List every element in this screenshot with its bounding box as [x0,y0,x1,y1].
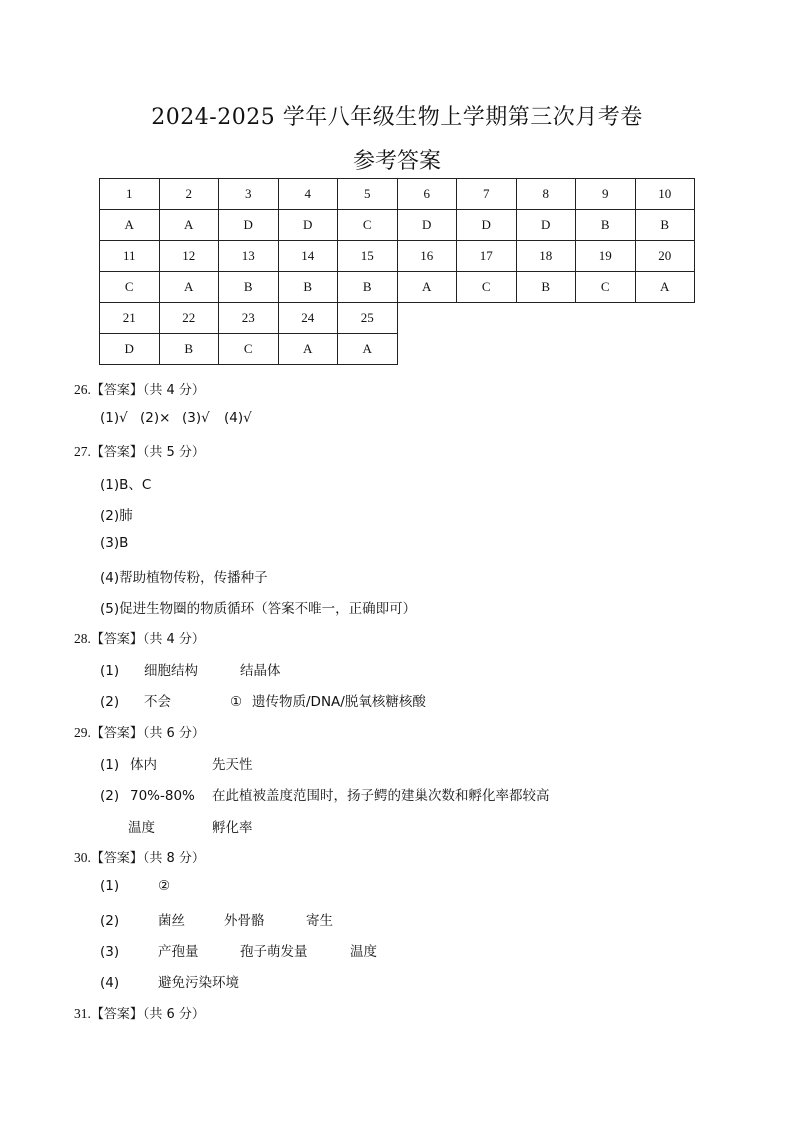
q30-r1-a: ② [158,878,171,894]
answer-cell-empty [635,303,695,334]
q26-item-4: (4)√ [224,410,252,426]
answer-cell: 10 [635,179,695,210]
answer-cell: A [278,334,338,365]
q29-r2-num: (2) [100,788,120,804]
answer-cell: A [100,210,160,241]
answer-cell: C [576,272,636,303]
q30-r2-c: 寄生 [306,913,333,929]
answer-cell: 13 [219,241,279,272]
page-title: 2024-2025 学年八年级生物上学期第三次月考卷 [151,105,643,130]
q27-item-3: (3)B [100,535,129,551]
q27-item-5: (5)促进生物圈的物质循环（答案不唯一，正确即可） [100,601,417,617]
answer-table-row [100,272,695,303]
answer-cell: A [159,272,219,303]
answer-cell-empty [516,334,576,365]
answer-cell: 22 [159,303,219,334]
answer-cell-empty [516,303,576,334]
answer-cell: 14 [278,241,338,272]
q28-r2-a: 不会 [144,694,171,710]
answer-cell-empty [635,334,695,365]
answer-cell-empty [457,303,517,334]
q30-r2-a: 菌丝 [158,913,185,929]
q29-r3-a: 温度 [128,820,155,836]
answer-cell: B [635,210,695,241]
answer-cell: 20 [635,241,695,272]
q26-label: 【答案】（共 4 分） [90,383,205,398]
q30-row-2 [100,909,333,929]
answer-cell: 4 [278,179,338,210]
q29-row-3 [128,816,253,836]
answer-cell-empty [397,334,457,365]
q28-r2-num: (2) [100,694,120,710]
answer-cell-empty [457,334,517,365]
answer-cell: B [338,272,398,303]
answer-cell: 11 [100,241,160,272]
q28-r1-b: 结晶体 [240,663,281,679]
q30-r3-num: (3) [100,944,120,960]
answer-table-row [100,303,695,334]
q26-item-2: (2)× [140,410,171,426]
q27-item-2: (2)肺 [100,508,133,524]
q29-r3-b: 孵化率 [212,820,253,836]
answer-cell: A [159,210,219,241]
q27-header [74,441,205,460]
answer-cell: D [219,210,279,241]
answer-cell: C [338,210,398,241]
q27-number: 27. [74,444,91,459]
answer-cell: D [397,210,457,241]
q29-r2-b: 在此植被盖度范围时，扬子鳄的建巢次数和孵化率都较高 [212,788,550,804]
q28-number: 28. [74,631,91,646]
q28-header [74,628,205,647]
q30-row-4 [100,971,239,991]
answer-cell: 17 [457,241,517,272]
q28-row-1 [100,659,281,679]
answer-cell: 18 [516,241,576,272]
q29-row-2 [100,784,550,804]
q31-number: 31. [74,1006,91,1021]
answer-cell: B [278,272,338,303]
q26-answers [100,410,252,426]
q29-r1-a: 体内 [130,757,157,773]
answer-cell-empty [397,303,457,334]
answer-cell: 16 [397,241,457,272]
q30-number: 30. [74,850,91,865]
q28-r2-b: ① [230,694,243,710]
answer-cell: 6 [397,179,457,210]
q31-header [74,1003,205,1022]
answer-cell: A [338,334,398,365]
q29-row-1 [100,753,253,773]
q28-r1-a: 细胞结构 [144,663,198,679]
answer-table [99,178,695,365]
q29-header [74,722,205,741]
answer-cell: D [278,210,338,241]
answer-cell: C [457,272,517,303]
answer-table-row [100,179,695,210]
answer-cell: 21 [100,303,160,334]
q28-row-2 [100,690,426,710]
answer-table-row [100,210,695,241]
q26-number: 26. [74,382,91,397]
answer-cell: B [576,210,636,241]
answer-cell: C [219,334,279,365]
q27-label: 【答案】（共 5 分） [90,445,205,460]
answer-cell: 7 [457,179,517,210]
q30-r4-num: (4) [100,975,120,991]
answer-table-row [100,334,695,365]
q29-r1-num: (1) [100,757,120,773]
q30-row-1 [100,878,170,894]
q30-r1-num: (1) [100,878,120,894]
answer-cell: B [219,272,279,303]
q30-r3-a: 产孢量 [158,944,199,960]
q28-label: 【答案】（共 4 分） [90,632,205,647]
answer-cell-empty [576,303,636,334]
q29-r1-b: 先天性 [212,757,253,773]
answer-cell: 23 [219,303,279,334]
answer-cell: 8 [516,179,576,210]
q30-header [74,847,205,866]
answer-table-row [100,241,695,272]
answer-cell: 12 [159,241,219,272]
q30-r4-a: 避免污染环境 [158,975,239,991]
page-subtitle: 参考答案 [352,149,441,174]
answer-cell: D [100,334,160,365]
answer-cell: 3 [219,179,279,210]
q26-item-1: (1)√ [100,410,128,426]
answer-cell: 25 [338,303,398,334]
answer-cell: 1 [100,179,160,210]
q30-label: 【答案】（共 8 分） [90,851,205,866]
q29-label: 【答案】（共 6 分） [90,726,205,741]
q30-row-3 [100,940,377,960]
answer-cell: 5 [338,179,398,210]
answer-cell: B [159,334,219,365]
answer-cell: D [516,210,576,241]
q30-r3-c: 温度 [350,944,377,960]
answer-cell: 2 [159,179,219,210]
answer-cell: 19 [576,241,636,272]
answer-cell: C [100,272,160,303]
q26-item-3: (3)√ [182,410,210,426]
q26-header [74,379,205,398]
q28-r2-c: 遗传物质/DNA/脱氧核糖核酸 [252,694,426,710]
q30-r3-b: 孢子萌发量 [240,944,308,960]
answer-cell: 15 [338,241,398,272]
q30-r2-b: 外骨骼 [224,913,265,929]
q31-label: 【答案】（共 6 分） [90,1007,205,1022]
answer-cell-empty [576,334,636,365]
answer-cell: B [516,272,576,303]
answer-cell: D [457,210,517,241]
q27-item-1: (1)B、C [100,477,152,493]
answer-cell: A [635,272,695,303]
answer-cell: 24 [278,303,338,334]
q27-item-4: (4)帮助植物传粉，传播种子 [100,570,268,586]
q28-r1-num: (1) [100,663,120,679]
q29-r2-a: 70%-80% [130,788,195,804]
q29-number: 29. [74,725,91,740]
answer-cell: 9 [576,179,636,210]
q30-r2-num: (2) [100,913,120,929]
answer-cell: A [397,272,457,303]
